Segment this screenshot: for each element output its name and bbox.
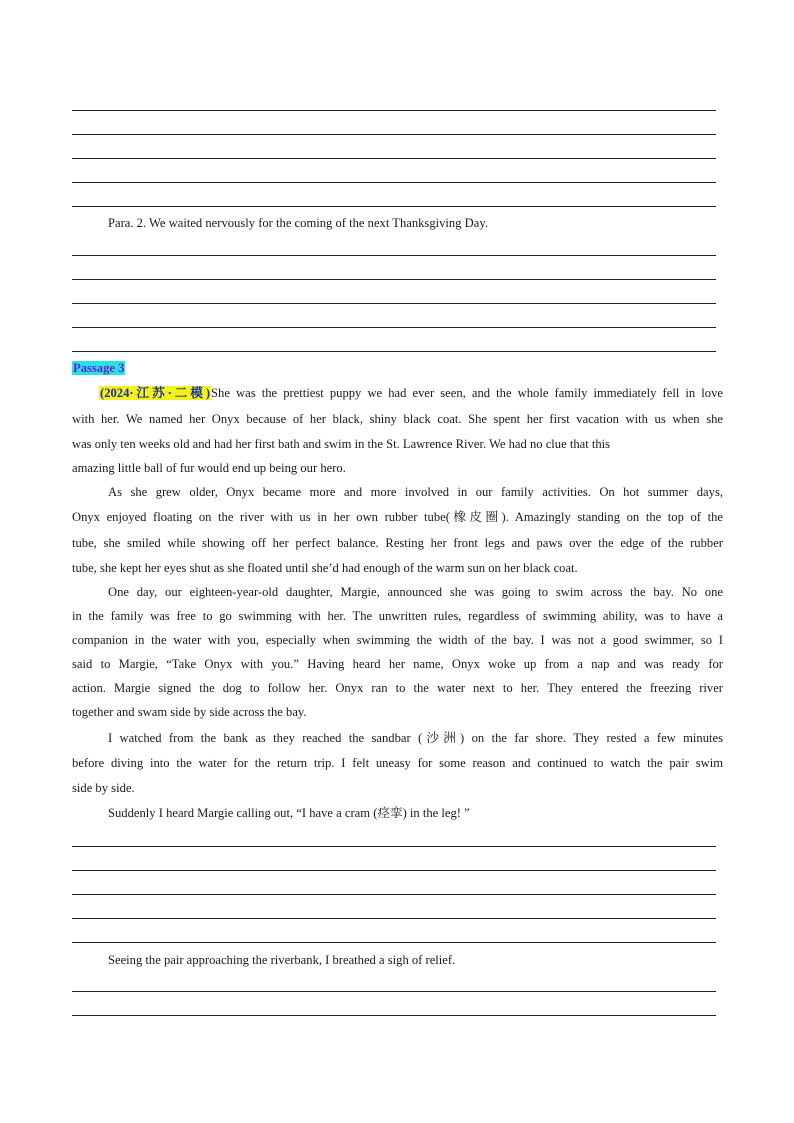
passage-line: in the family was free to go swimming with her. The unwritten rules, regardless of swimming ability, was to have a [72, 609, 723, 623]
passage-line: One day, our eighteen-year-old daughter, Margie, announced she was going to swim across the bay. No one [108, 585, 723, 599]
writing-line [72, 110, 716, 111]
passage-line: was only ten weeks old and had her first bath and swim in the St. Lawrence River. We had no clue that this [72, 437, 611, 451]
writing-line [72, 1015, 716, 1016]
writing-line [72, 134, 716, 135]
paragraph-prompt-2: Seeing the pair approaching the riverbank, I breathed a sigh of relief. [108, 953, 456, 967]
passage-tag: Passage 3 [73, 361, 125, 375]
passage-line: side by side. [72, 781, 135, 795]
writing-line [72, 158, 716, 159]
writing-line [72, 942, 716, 943]
passage-line: tube, she kept her eyes shut as she floated until she’d had enough of the warm sun on her black coat. [72, 561, 578, 575]
writing-line [72, 327, 716, 328]
writing-line [72, 303, 716, 304]
passage-line: before diving into the water for the return trip. I felt uneasy for some reason and continued to watch the pair swim [72, 756, 723, 770]
passage-line: with her. We named her Onyx because of her black, shiny black coat. She spent her first vacation with us when she [72, 412, 723, 426]
writing-line [72, 991, 716, 992]
passage-line: companion in the water with you, especially when swimming the width of the bay. I was not a good swimmer, so I [72, 633, 723, 647]
passage-line: I watched from the bank as they reached the sandbar (沙洲) on the far shore. They rested a few minutes [108, 731, 723, 745]
passage-line: Suddenly I heard Margie calling out, “I have a cram (痉挛) in the leg! ” [108, 806, 470, 820]
writing-line [72, 870, 716, 871]
writing-line [72, 894, 716, 895]
passage-line: As she grew older, Onyx became more and more involved in our family activities. On hot summer days, [108, 485, 723, 499]
writing-line [72, 846, 716, 847]
passage-line: Onyx enjoyed floating on the river with us in her own rubber tube(橡皮圈). Amazingly standing on the top of the [72, 510, 723, 524]
writing-line [72, 206, 716, 207]
writing-line [72, 918, 716, 919]
passage-line: amazing little ball of fur would end up being our hero. [72, 461, 346, 475]
source-tag: (2024·江苏·二模) [100, 386, 211, 400]
passage-line: said to Margie, “Take Onyx with you.” Having heard her name, Onyx woke up from a nap and was ready for [72, 657, 723, 671]
passage-line: tube, she smiled while showing off her perfect balance. Resting her front legs and paws over the edge of the rubber [72, 536, 723, 550]
writing-line [72, 182, 716, 183]
writing-line [72, 351, 716, 352]
passage-line: action. Margie signed the dog to follow her. Onyx ran to the water next to her. They entered the freezing river [72, 681, 723, 695]
writing-line [72, 279, 716, 280]
passage-label [72, 361, 723, 376]
writing-line [72, 255, 716, 256]
passage-line: together and swam side by side across the bay. [72, 705, 307, 719]
paragraph-prompt-1: Para. 2. We waited nervously for the coming of the next Thanksgiving Day. [108, 216, 488, 230]
passage-line: (2024·江苏·二模)She was the prettiest puppy we had ever seen, and the whole family immediately fell in love [100, 386, 723, 400]
